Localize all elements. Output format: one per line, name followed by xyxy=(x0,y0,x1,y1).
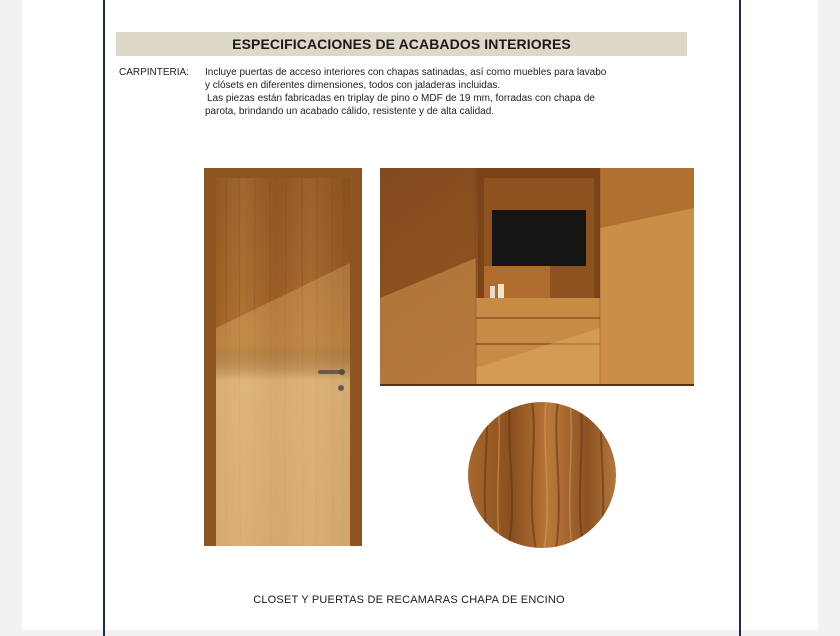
wood-veneer-swatch xyxy=(466,400,618,550)
description-line: y clósets en diferentes dimensiones, todos con jaladeras incluidas. xyxy=(205,80,501,91)
description-line: Las piezas están fabricadas en triplay de pino o MDF de 19 mm, forradas con chapa de xyxy=(207,93,595,104)
description-line: parota, brindando un acabado cálido, resistente y de alta calidad. xyxy=(205,106,495,117)
section-title-band xyxy=(116,32,687,56)
wood-door-image xyxy=(204,168,362,546)
section-title: ESPECIFICACIONES DE ACABADOS INTERIORES xyxy=(232,36,571,52)
carpentry-label: CARPINTERIA: xyxy=(119,67,190,78)
description-line: Incluye puertas de acceso interiores con chapas satinadas, así como muebles para lavabo xyxy=(205,67,607,78)
carpentry-description xyxy=(205,66,645,118)
image-caption: CLOSET Y PUERTAS DE RECAMARAS CHAPA DE ENCINO xyxy=(253,594,565,606)
wood-closet-image xyxy=(380,168,694,386)
